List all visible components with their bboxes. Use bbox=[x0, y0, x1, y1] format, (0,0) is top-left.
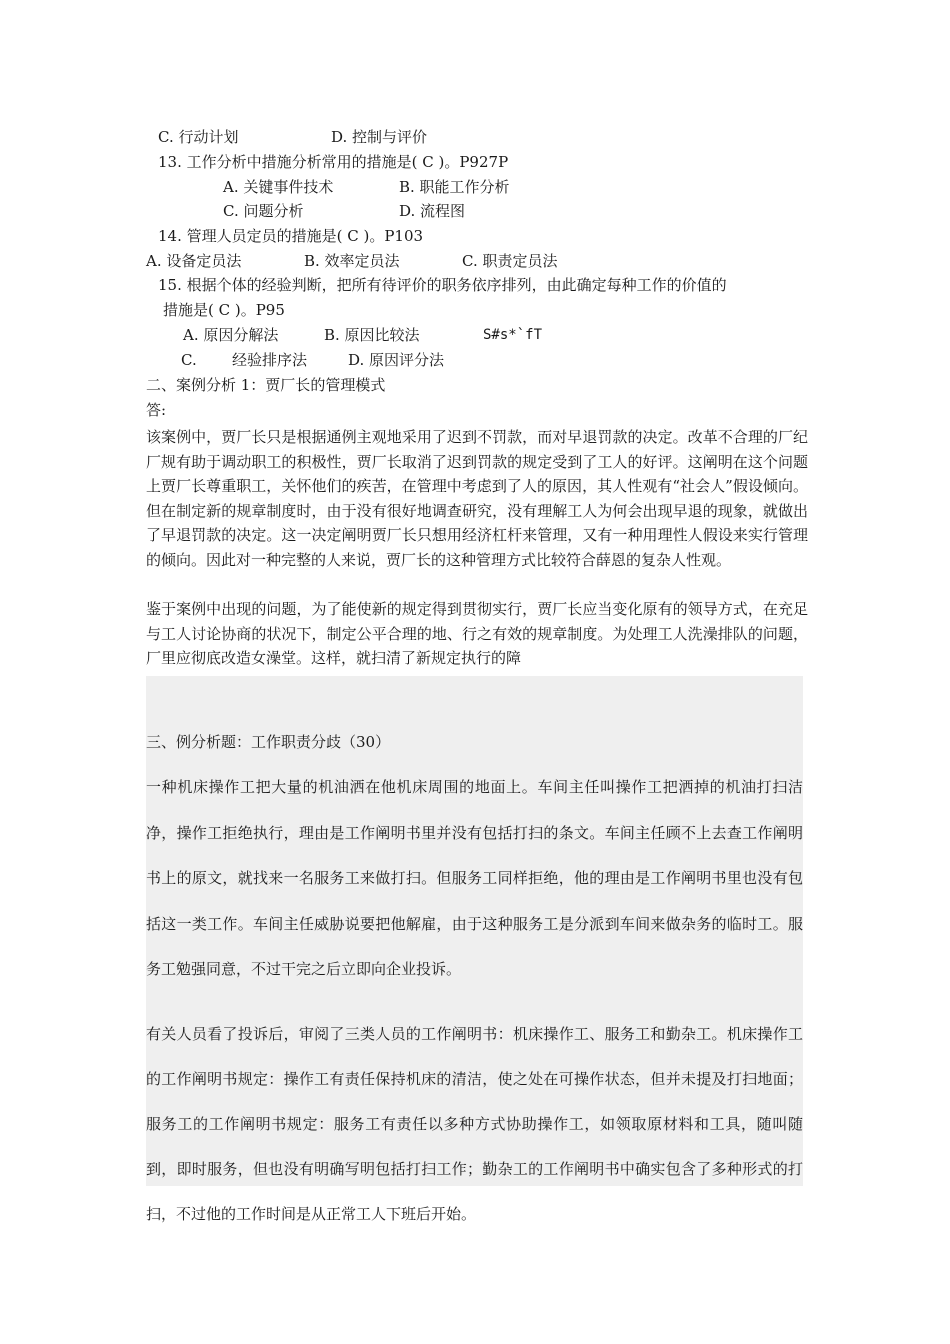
q13-option-a: A. 关键事件技术 bbox=[223, 178, 334, 196]
case1-paragraph-2: 鉴于案例中出现的问题，为了能使新的规定得到贯彻实行，贾厂长应当变化原有的领导方式，在充足与工人讨论协商的状况下，制定公平合理的地、行之有效的规章制度。为处理工人洗澡排队的问题，厂里应彻底改造女澡堂。这样，就扫清了新规定执行的障 bbox=[146, 600, 808, 668]
q13-option-c: C. 问题分析 bbox=[223, 202, 304, 220]
case1-paragraph-1: 该案例中，贾厂长只是根据通例主观地采用了迟到不罚款，而对早退罚款的决定。改革不合理的厂纪厂规有助于调动职工的积极性，贾厂长取消了迟到罚款的规定受到了工人的好评。这阐明在这个问题上贾厂长尊重职工，关怀他们的疾苦，在管理中考虑到了人的原因，其人性观有“社会人”假设倾向。但在制定新的规章制度时，由于没有很好地调查研究，没有理解工人为何会出现早退的现象，就做出了早退罚款的决定。这一决定阐明贾厂长只想用经济杠杆来管理，又有一种用理性人假设来实行管理的倾向。因此对一种完整的人来说，贾厂长的这种管理方式比较符合薛恩的复杂人性观。 bbox=[146, 428, 808, 569]
case2-paragraph-2: 有关人员看了投诉后，审阅了三类人员的工作阐明书：机床操作工、服务工和勤杂工。机床操作工的工作阐明书规定：操作工有责任保持机床的清洁，使之处在可操作状态，但并未提及打扫地面；服务工的工作阐明书规定：服务工有责任以多种方式协助操作工，如领取原材料和工具，随叫随到，即时服务，但也没有明确写明包括打扫工作；勤杂工的工作阐明书中确实包含了多种形式的打扫，不过他的工作时间是从正常工人下班后开始。 bbox=[146, 1025, 803, 1223]
q13-option-d: D. 流程图 bbox=[399, 202, 466, 220]
q15-option-b: B. 原因比较法 bbox=[324, 326, 420, 344]
q14-stem: 14. 管理人员定员的措施是( C )。P103 bbox=[158, 227, 424, 245]
q13-option-b: B. 职能工作分析 bbox=[399, 178, 510, 196]
case1-answer-label: 答: bbox=[146, 401, 167, 419]
q13-stem: 13. 工作分析中措施分析常用的措施是( C )。P927P bbox=[158, 153, 509, 171]
case2-title: 三、例分析题：工作职责分歧（30） bbox=[146, 733, 391, 751]
q15-stem-line1: 15. 根据个体的经验判断，把所有待评价的职务依序排列，由此确定每种工作的价值的 bbox=[158, 276, 727, 294]
q14-option-c: C. 职责定员法 bbox=[462, 252, 558, 270]
case2-paragraph-1: 一种机床操作工把大量的机油洒在他机床周围的地面上。车间主任叫操作工把洒掉的机油打扫洁净，操作工拒绝执行，理由是工作阐明书里并没有包括打扫的条文。车间主任顾不上去查工作阐明书上的原文，就找来一名服务工来做打扫。但服务工同样拒绝，他的理由是工作阐明书里也没有包括这一类工作。车间主任威胁说要把他解雇，由于这种服务工是分派到车间来做杂务的临时工。服务工勉强同意，不过干完之后立即向企业投诉。 bbox=[146, 778, 803, 978]
q14-option-b: B. 效率定员法 bbox=[304, 252, 400, 270]
q15-garbled-text: S#s*`fT bbox=[483, 327, 543, 343]
q15-option-c-letter: C. bbox=[181, 351, 197, 369]
q12-option-c: C. 行动计划 bbox=[158, 128, 239, 146]
q15-stem-line2: 措施是( C )。P95 bbox=[163, 301, 285, 319]
q15-option-c-text: 经验排序法 bbox=[232, 351, 308, 369]
case1-title: 二、案例分析 1：贾厂长的管理模式 bbox=[146, 376, 386, 394]
q15-option-a: A. 原因分解法 bbox=[183, 326, 279, 344]
q12-option-d: D. 控制与评价 bbox=[331, 128, 428, 146]
q14-option-a: A. 设备定员法 bbox=[146, 252, 242, 270]
q15-option-d: D. 原因评分法 bbox=[348, 351, 445, 369]
